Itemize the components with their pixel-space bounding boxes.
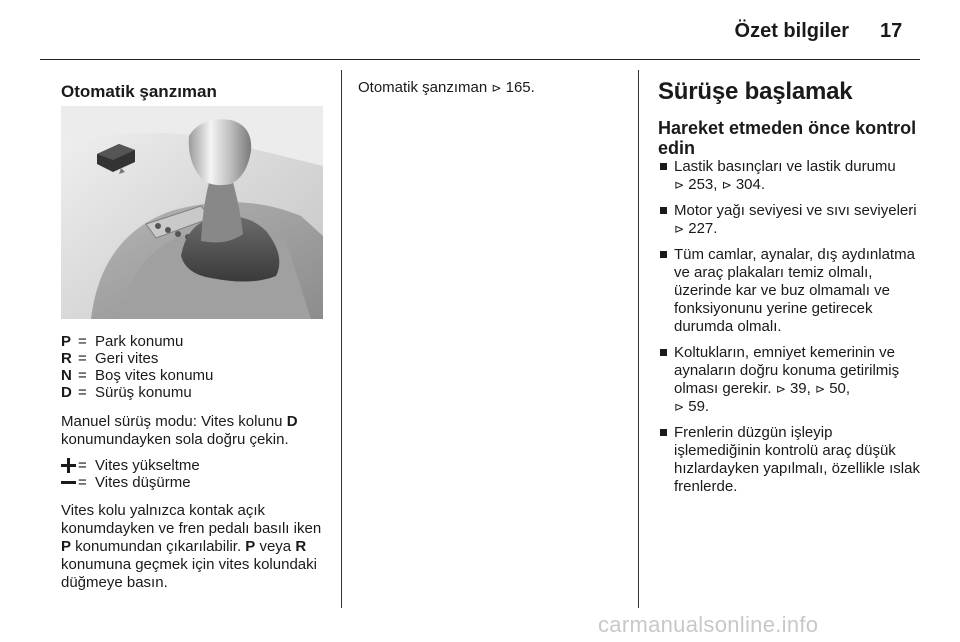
manual-mode-paragraph (61, 413, 333, 449)
cross-reference (358, 79, 630, 97)
item-text: Lastik basınçları ve lastik durumu (674, 158, 896, 175)
shift-row (61, 457, 329, 474)
page-ref-number: 59. (688, 398, 710, 415)
position-row (61, 367, 329, 384)
square-bullet-icon (660, 349, 667, 356)
position-key: R (61, 350, 72, 367)
section-title-start-driving: Sürüşe başlamak (658, 78, 853, 105)
page-ref-number: 304. (735, 176, 766, 193)
list-item (660, 246, 922, 336)
position-key: N (61, 367, 72, 384)
item-text: Tüm camlar, aynalar, dış aydınlatma ve araç plakaları temiz olmalı, üzerinde kar ve buz olmamalı ve fonksiyonunu yerine getirecek durumda olmalı. (674, 246, 915, 335)
text-run: konumuna geçmek için vites kolundaki düğmeye basın. (61, 556, 317, 591)
square-bullet-icon (660, 163, 667, 170)
position-row (61, 333, 329, 350)
bold-key: D (286, 413, 298, 430)
bold-key: P (245, 538, 256, 555)
text-run: veya (255, 538, 296, 555)
bold-key: P (61, 538, 72, 555)
position-row (61, 384, 329, 401)
page-ref-number: 165. (505, 79, 535, 96)
page-ref-number: 50, (829, 380, 851, 397)
section-heading-automatic-transmission: Otomatik şanzıman (61, 82, 217, 101)
equals-sign: = (78, 457, 87, 474)
item-text: Motor yağı seviyesi ve sıvı seviyeleri (674, 202, 917, 219)
page-ref-number: 39, (789, 380, 815, 397)
page-ref-arrow-icon: ⊳ (814, 382, 826, 396)
list-item (660, 344, 922, 416)
text-run: Manuel sürüş modu: Vites kolunu (61, 413, 287, 430)
checklist (660, 158, 922, 504)
square-bullet-icon (660, 251, 667, 258)
header-rule (40, 59, 920, 60)
shift-label: Vites yükseltme (95, 457, 200, 474)
running-header-title: Özet bilgiler (734, 20, 849, 42)
list-item (660, 158, 922, 194)
position-label: Sürüş konumu (95, 384, 192, 401)
item-text: Koltukların, emniyet kemerinin ve aynaların doğru konuma getirilmiş olması gerekir. (674, 344, 900, 397)
page-ref-arrow-icon: ⊳ (674, 178, 685, 192)
page-number: 17 (880, 20, 903, 42)
position-key: D (61, 384, 72, 401)
square-bullet-icon (660, 207, 667, 214)
shift-row (61, 474, 329, 491)
equals-sign: = (78, 384, 87, 401)
list-item (660, 202, 922, 238)
list-item (660, 424, 922, 496)
page-ref-arrow-icon: ⊳ (674, 400, 685, 414)
minus-icon (61, 475, 78, 490)
column-divider-1 (341, 70, 342, 608)
equals-sign: = (78, 367, 87, 384)
shift-list (61, 457, 329, 491)
position-label: Boş vites konumu (95, 367, 214, 384)
shift-label: Vites düşürme (95, 474, 191, 491)
page-ref-arrow-icon: ⊳ (775, 382, 786, 396)
gear-selector-photo (61, 106, 323, 319)
equals-sign: = (78, 350, 87, 367)
page-ref-arrow-icon: ⊳ (674, 222, 685, 236)
text-run: Otomatik şanzıman (358, 79, 488, 96)
position-row (61, 350, 329, 367)
page-ref-arrow-icon: ⊳ (721, 178, 732, 192)
subsection-title: Hareket etmeden önce kontrol edin (658, 118, 917, 158)
page-ref-arrow-icon: ⊳ (491, 81, 502, 95)
equals-sign: = (78, 474, 87, 491)
position-key: P (61, 333, 72, 350)
text-run: konumundan çıkarılabilir. (71, 538, 246, 555)
selector-positions-list (61, 333, 329, 401)
position-label: Park konumu (95, 333, 184, 350)
plus-icon (61, 458, 78, 473)
square-bullet-icon (660, 429, 667, 436)
text-run: konumundayken sola doğru çekin. (61, 431, 289, 448)
text-run: Vites kolu yalnızca kontak açık konumdayken ve fren pedalı basılı iken (61, 502, 322, 537)
equals-sign: = (78, 333, 87, 350)
item-text: Frenlerin düzgün işleyip işlemediğinin kontrolü araç düşük hızlardayken yapılmalı, özellikle ıslak frenlerde. (674, 424, 920, 495)
watermark: carmanualsonline.info (598, 612, 819, 637)
position-label: Geri vites (95, 350, 159, 367)
page-ref-number: 227. (688, 220, 718, 237)
column-divider-2 (638, 70, 639, 608)
shift-lever-release-paragraph (61, 502, 331, 592)
bold-key: R (295, 538, 307, 555)
page-ref-number: 253, (688, 176, 722, 193)
